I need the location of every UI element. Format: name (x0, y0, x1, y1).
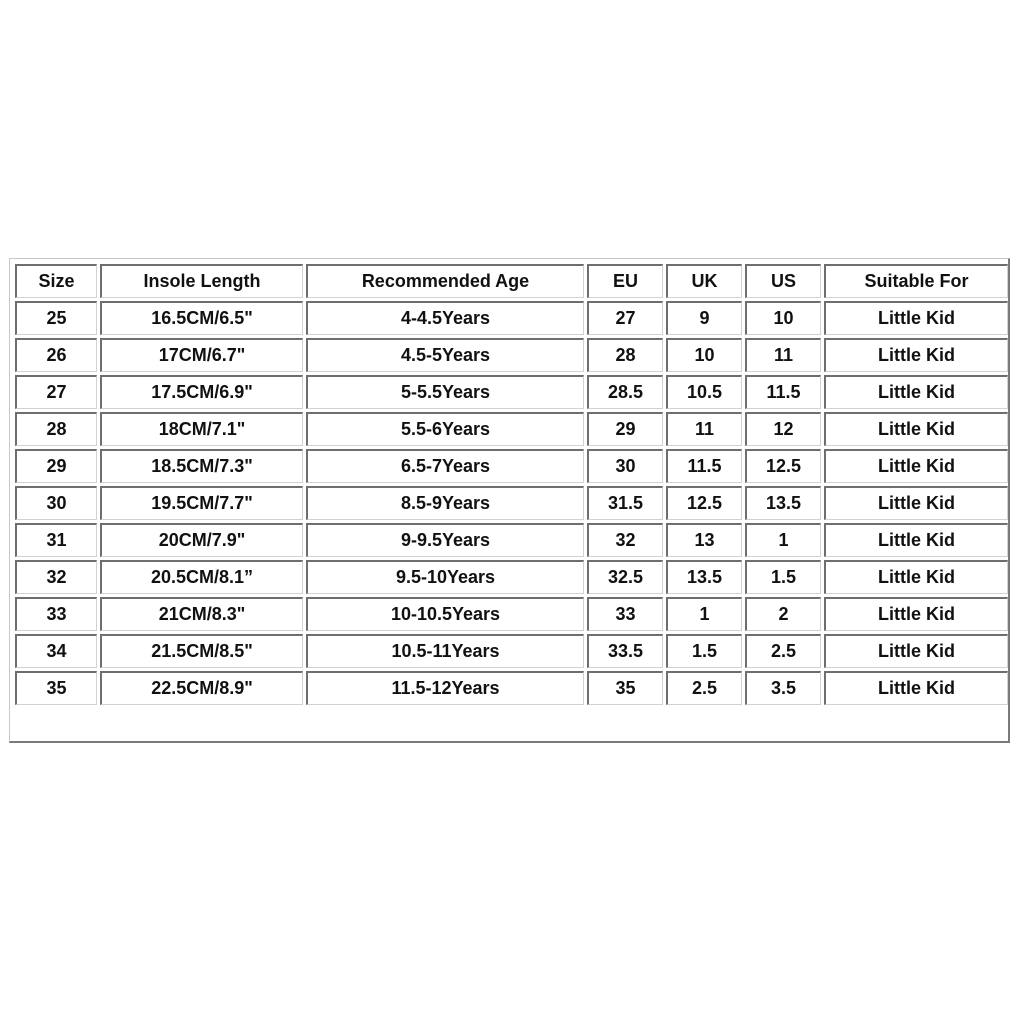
cell-insole-length: 22.5CM/8.9" (100, 671, 303, 705)
cell-us: 2.5 (745, 634, 821, 668)
cell-uk: 9 (666, 301, 742, 335)
cell-recommended-age: 10.5-11Years (306, 634, 584, 668)
table-row (15, 412, 1008, 446)
cell-insole-length: 17CM/6.7" (100, 338, 303, 372)
cell-us: 11.5 (745, 375, 821, 409)
cell-suitable-for: Little Kid (824, 375, 1008, 409)
cell-size: 29 (15, 449, 97, 483)
cell-recommended-age: 5.5-6Years (306, 412, 584, 446)
cell-suitable-for: Little Kid (824, 449, 1008, 483)
cell-recommended-age: 4.5-5Years (306, 338, 584, 372)
cell-us: 12 (745, 412, 821, 446)
cell-suitable-for: Little Kid (824, 560, 1008, 594)
table-row (15, 338, 1008, 372)
cell-eu: 32 (587, 523, 663, 557)
cell-suitable-for: Little Kid (824, 338, 1008, 372)
cell-uk: 12.5 (666, 486, 742, 520)
cell-suitable-for: Little Kid (824, 412, 1008, 446)
cell-insole-length: 21.5CM/8.5" (100, 634, 303, 668)
table-row (15, 597, 1008, 631)
cell-us: 2 (745, 597, 821, 631)
cell-us: 3.5 (745, 671, 821, 705)
cell-uk: 10 (666, 338, 742, 372)
table-row (15, 560, 1008, 594)
cell-uk: 11 (666, 412, 742, 446)
cell-uk: 1 (666, 597, 742, 631)
cell-recommended-age: 9-9.5Years (306, 523, 584, 557)
cell-eu: 27 (587, 301, 663, 335)
size-chart (9, 258, 1010, 743)
column-header-suitable-for: Suitable For (824, 264, 1008, 298)
column-header-uk: UK (666, 264, 742, 298)
cell-suitable-for: Little Kid (824, 634, 1008, 668)
cell-insole-length: 20CM/7.9" (100, 523, 303, 557)
cell-insole-length: 21CM/8.3" (100, 597, 303, 631)
cell-size: 33 (15, 597, 97, 631)
cell-size: 34 (15, 634, 97, 668)
cell-suitable-for: Little Kid (824, 671, 1008, 705)
cell-size: 30 (15, 486, 97, 520)
cell-insole-length: 16.5CM/6.5" (100, 301, 303, 335)
cell-eu: 35 (587, 671, 663, 705)
cell-suitable-for: Little Kid (824, 301, 1008, 335)
cell-us: 1 (745, 523, 821, 557)
cell-uk: 11.5 (666, 449, 742, 483)
column-header-us: US (745, 264, 821, 298)
cell-suitable-for: Little Kid (824, 523, 1008, 557)
cell-recommended-age: 5-5.5Years (306, 375, 584, 409)
table-row (15, 375, 1008, 409)
column-header-insole-length: Insole Length (100, 264, 303, 298)
cell-uk: 2.5 (666, 671, 742, 705)
cell-uk: 10.5 (666, 375, 742, 409)
cell-insole-length: 18.5CM/7.3" (100, 449, 303, 483)
cell-us: 12.5 (745, 449, 821, 483)
cell-uk: 1.5 (666, 634, 742, 668)
cell-eu: 28 (587, 338, 663, 372)
table-row (15, 486, 1008, 520)
cell-suitable-for: Little Kid (824, 486, 1008, 520)
cell-recommended-age: 4-4.5Years (306, 301, 584, 335)
cell-size: 35 (15, 671, 97, 705)
cell-uk: 13.5 (666, 560, 742, 594)
cell-recommended-age: 8.5-9Years (306, 486, 584, 520)
cell-uk: 13 (666, 523, 742, 557)
cell-size: 31 (15, 523, 97, 557)
column-header-eu: EU (587, 264, 663, 298)
cell-suitable-for: Little Kid (824, 597, 1008, 631)
size-chart-table (12, 261, 1011, 708)
cell-us: 10 (745, 301, 821, 335)
cell-recommended-age: 11.5-12Years (306, 671, 584, 705)
cell-eu: 28.5 (587, 375, 663, 409)
table-row (15, 634, 1008, 668)
column-header-size: Size (15, 264, 97, 298)
cell-size: 28 (15, 412, 97, 446)
table-row (15, 301, 1008, 335)
cell-size: 27 (15, 375, 97, 409)
cell-eu: 31.5 (587, 486, 663, 520)
cell-eu: 33 (587, 597, 663, 631)
table-row (15, 449, 1008, 483)
table-row (15, 523, 1008, 557)
cell-size: 32 (15, 560, 97, 594)
cell-us: 1.5 (745, 560, 821, 594)
cell-insole-length: 20.5CM/8.1” (100, 560, 303, 594)
cell-us: 13.5 (745, 486, 821, 520)
cell-insole-length: 17.5CM/6.9" (100, 375, 303, 409)
cell-eu: 29 (587, 412, 663, 446)
table-row (15, 671, 1008, 705)
cell-insole-length: 19.5CM/7.7" (100, 486, 303, 520)
cell-size: 25 (15, 301, 97, 335)
cell-recommended-age: 9.5-10Years (306, 560, 584, 594)
column-header-recommended-age: Recommended Age (306, 264, 584, 298)
cell-size: 26 (15, 338, 97, 372)
cell-recommended-age: 6.5-7Years (306, 449, 584, 483)
cell-eu: 30 (587, 449, 663, 483)
cell-eu: 33.5 (587, 634, 663, 668)
table-header-row (15, 264, 1008, 298)
cell-eu: 32.5 (587, 560, 663, 594)
cell-recommended-age: 10-10.5Years (306, 597, 584, 631)
cell-insole-length: 18CM/7.1" (100, 412, 303, 446)
cell-us: 11 (745, 338, 821, 372)
